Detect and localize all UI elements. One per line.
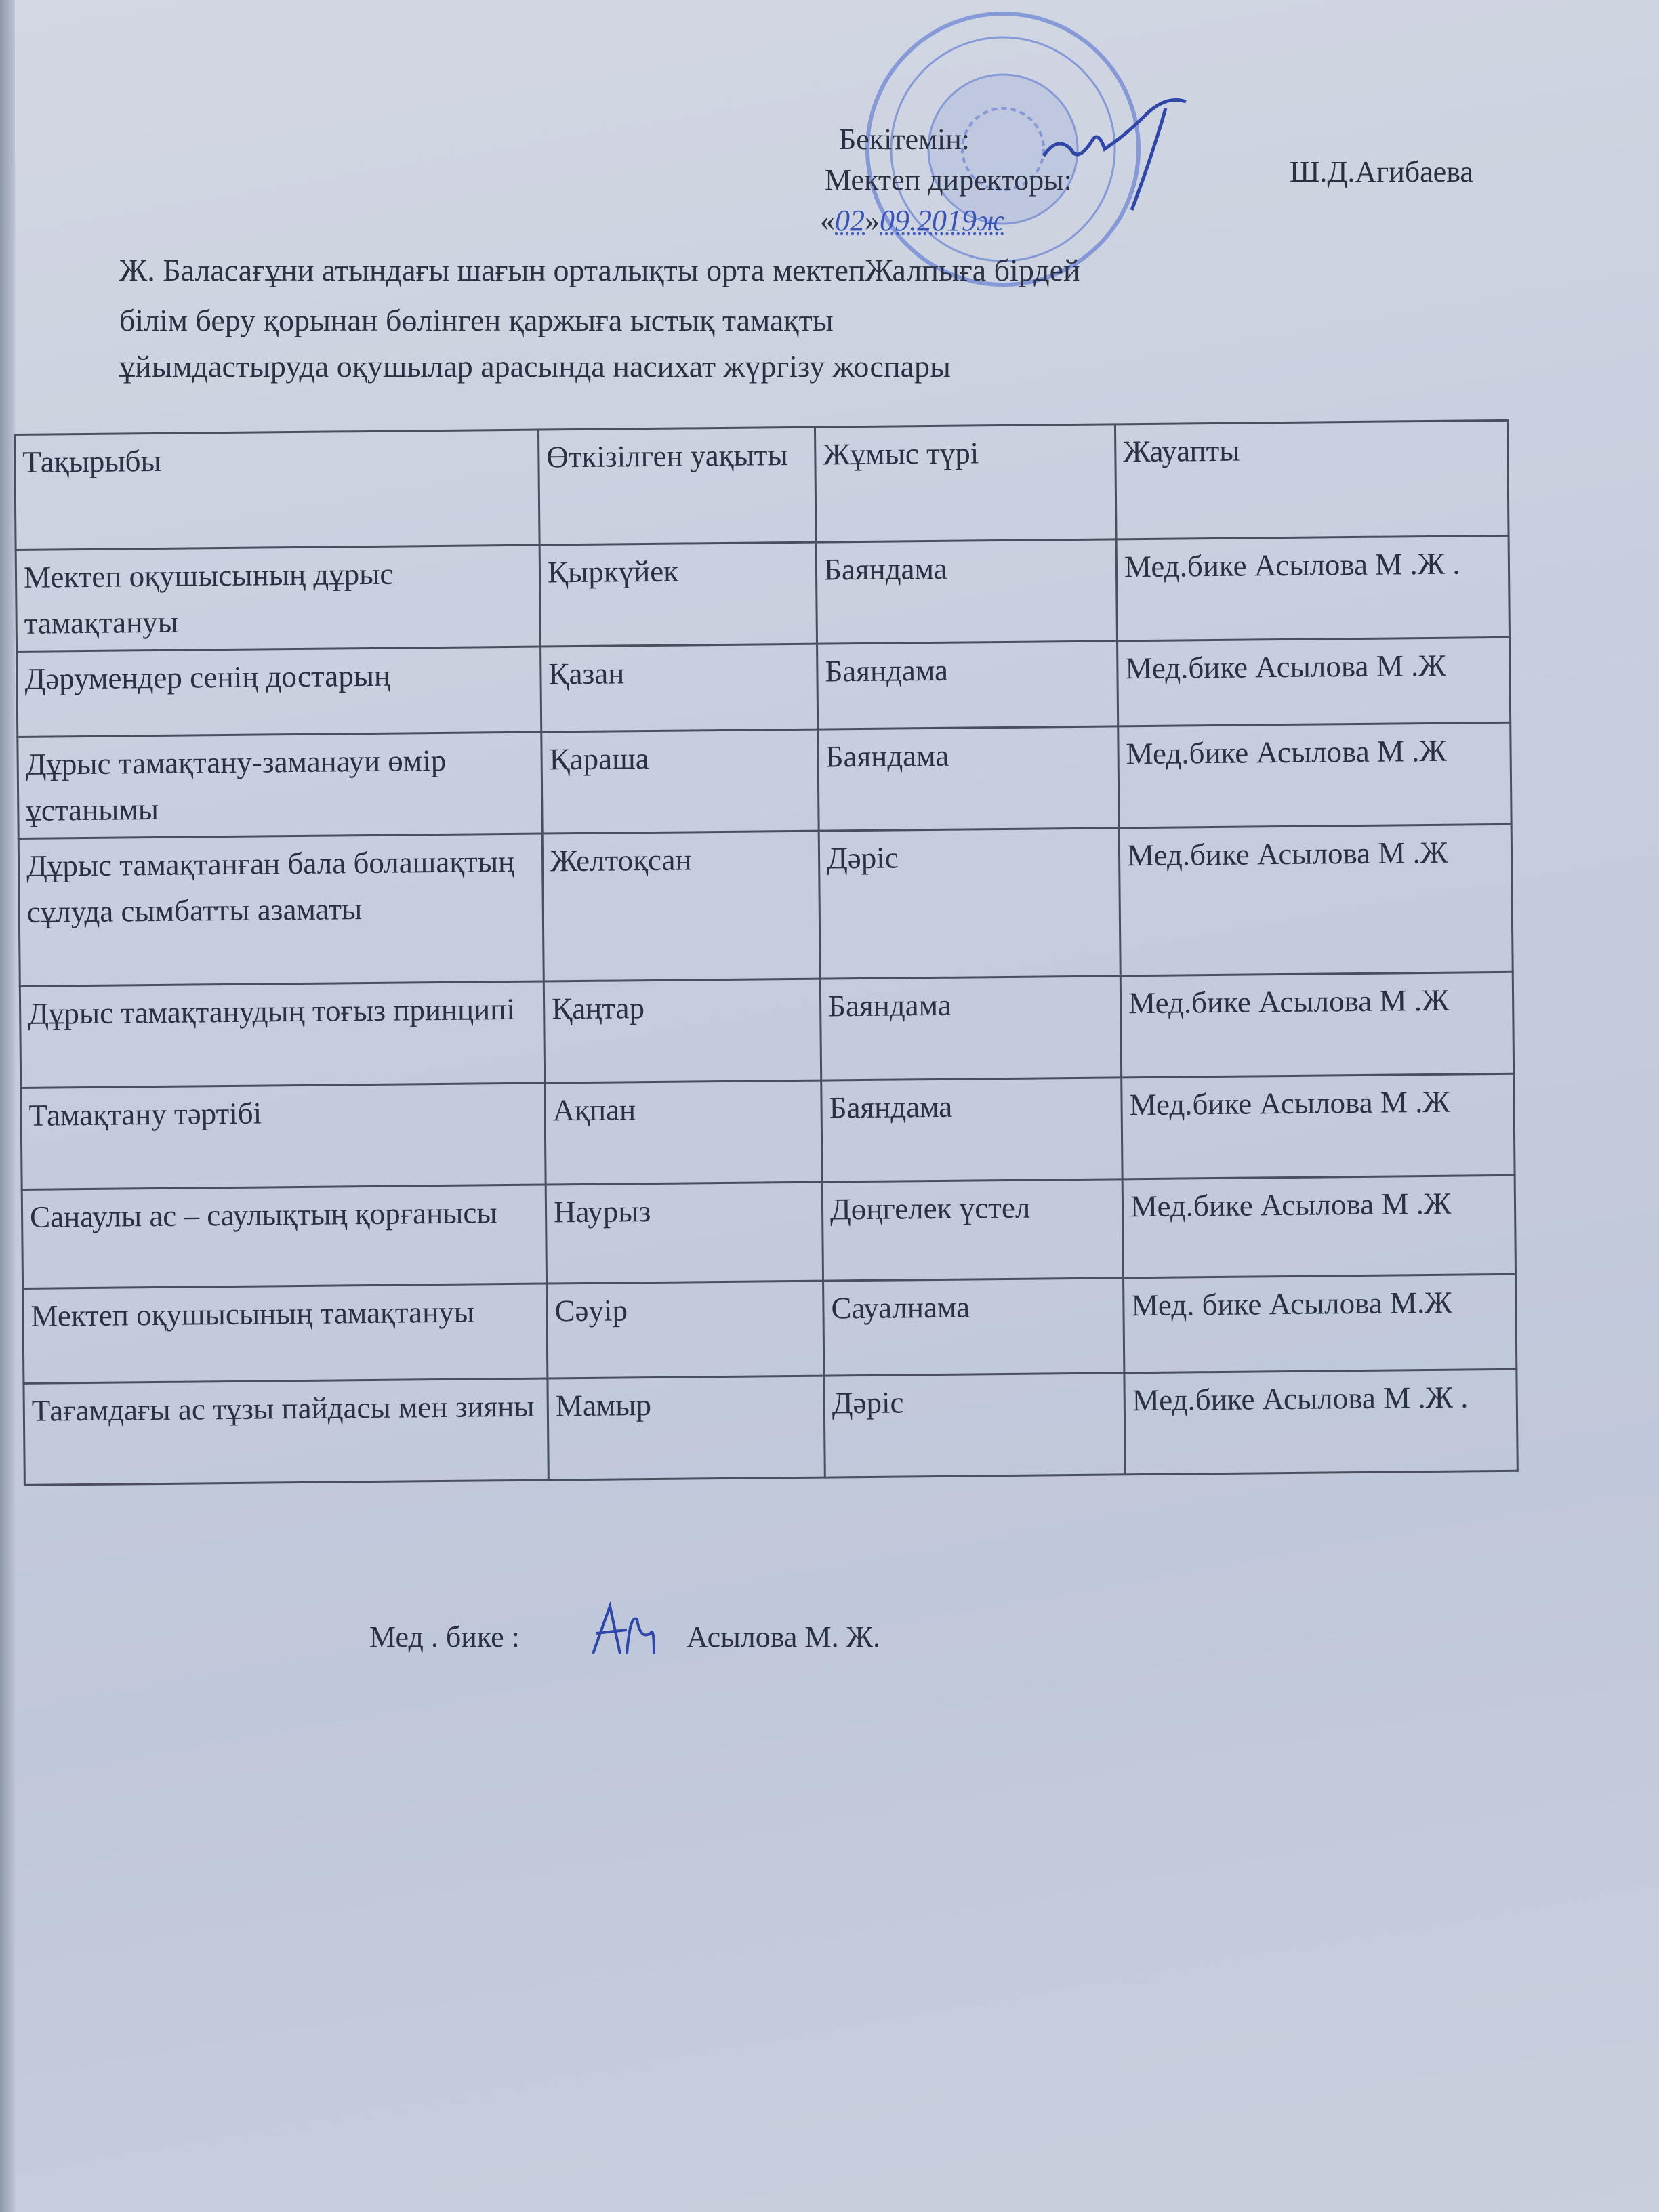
cell-responsible: Мед.бике Асылова М .Ж <box>1122 1073 1515 1179</box>
table-row <box>24 1369 1517 1485</box>
table-row <box>17 637 1511 737</box>
date-rest: 09.2019ж <box>880 204 1004 237</box>
approval-date <box>820 203 1004 238</box>
cell-responsible: Мед.бике Асылова М .Ж . <box>1124 1369 1517 1475</box>
nurse-signature <box>586 1599 661 1660</box>
cell-responsible: Мед. бике Асылова М.Ж <box>1124 1274 1517 1373</box>
title-line-1: Ж. Баласағұни атындағы шағын орталықты орта мектепЖалпыға бірдей <box>119 253 1080 287</box>
cell-work-type: Сауалнама <box>823 1278 1124 1376</box>
cell-work-type: Баяндама <box>816 539 1117 644</box>
cell-topic: Дұрыс тамақтанған бала болашақтың сұлуда сымбатты азаматы <box>18 834 544 986</box>
cell-responsible: Мед.бике Асылова М .Ж <box>1120 972 1513 1078</box>
cell-work-type: Дәріс <box>819 828 1120 979</box>
table-header-row <box>15 420 1509 550</box>
cell-date: Сәуір <box>547 1281 824 1378</box>
cell-topic: Тамақтану тәртібі <box>21 1083 546 1189</box>
director-name: Ш.Д.Агибаева <box>1290 155 1473 188</box>
cell-date: Мамыр <box>548 1376 825 1480</box>
cell-date: Қыркүйек <box>539 542 817 647</box>
page-edge <box>0 0 15 2212</box>
cell-topic: Дұрыс тамақтану-заманауи өмір ұстанымы <box>18 732 542 838</box>
cell-work-type: Баяндама <box>818 726 1119 831</box>
title-line-3: ұйымдастыруда оқушылар арасында насихат жүргізу жоспары <box>119 349 951 384</box>
header-responsible: Жауапты <box>1115 420 1509 539</box>
cell-date: Қаңтар <box>544 979 821 1083</box>
cell-responsible: Мед.бике Асылова М .Ж <box>1118 637 1511 726</box>
table-row <box>23 1274 1517 1383</box>
cell-topic: Мектеп оқушысының дұрыс тамақтануы <box>16 545 540 651</box>
cell-work-type: Баяндама <box>817 641 1118 729</box>
cell-topic: Тағамдағы ас тұзы пайдасы мен зияны <box>24 1378 548 1485</box>
nurse-label: Мед . бике : <box>369 1620 520 1654</box>
cell-date: Қазан <box>541 644 818 732</box>
cell-topic: Мектеп оқушысының тамақтануы <box>23 1284 548 1383</box>
table-row <box>18 722 1511 838</box>
header-topic: Тақырыбы <box>15 430 540 550</box>
header-date: Өткізілген уақыты <box>538 427 816 545</box>
table-row <box>18 824 1513 986</box>
cell-responsible: Мед.бике Асылова М .Ж <box>1122 1175 1515 1278</box>
cell-date: Наурыз <box>546 1182 823 1284</box>
table-row <box>21 1073 1515 1189</box>
date-close: » <box>865 204 880 237</box>
date-open: « <box>820 204 835 237</box>
cell-date: Желтоқсан <box>542 831 820 981</box>
cell-work-type: Баяндама <box>820 976 1121 1080</box>
cell-topic: Дәрумендер сенің достарың <box>17 647 541 737</box>
cell-responsible: Мед.бике Асылова М .Ж . <box>1116 535 1509 641</box>
cell-topic: Санаулы ас – саулықтың қорғанысы <box>22 1185 546 1288</box>
table-row <box>22 1175 1515 1288</box>
cell-date: Қараша <box>541 729 819 834</box>
nurse-name: Асылова М. Ж. <box>687 1620 880 1654</box>
cell-responsible: Мед.бике Асылова М .Ж <box>1119 824 1513 976</box>
cell-work-type: Дәріс <box>824 1373 1125 1477</box>
plan-table <box>14 419 1519 1486</box>
table-row <box>16 535 1509 651</box>
approved-label: Бекітемін: <box>839 123 970 156</box>
director-label: Мектеп директоры: <box>825 163 1072 197</box>
table-row <box>20 972 1513 1088</box>
header-work-type: Жұмыс түрі <box>815 424 1116 542</box>
cell-responsible: Мед.бике Асылова М .Ж <box>1118 722 1511 828</box>
date-day: 02 <box>835 204 865 237</box>
title-line-2: білім беру қорынан бөлінген қаржыға ыстық тамақты <box>119 303 834 337</box>
cell-date: Ақпан <box>545 1080 822 1185</box>
cell-topic: Дұрыс тамақтанудың тоғыз принципі <box>20 981 544 1088</box>
cell-work-type: Дөңгелек үстел <box>822 1179 1123 1281</box>
director-signature <box>1030 75 1193 230</box>
cell-work-type: Баяндама <box>821 1078 1122 1182</box>
